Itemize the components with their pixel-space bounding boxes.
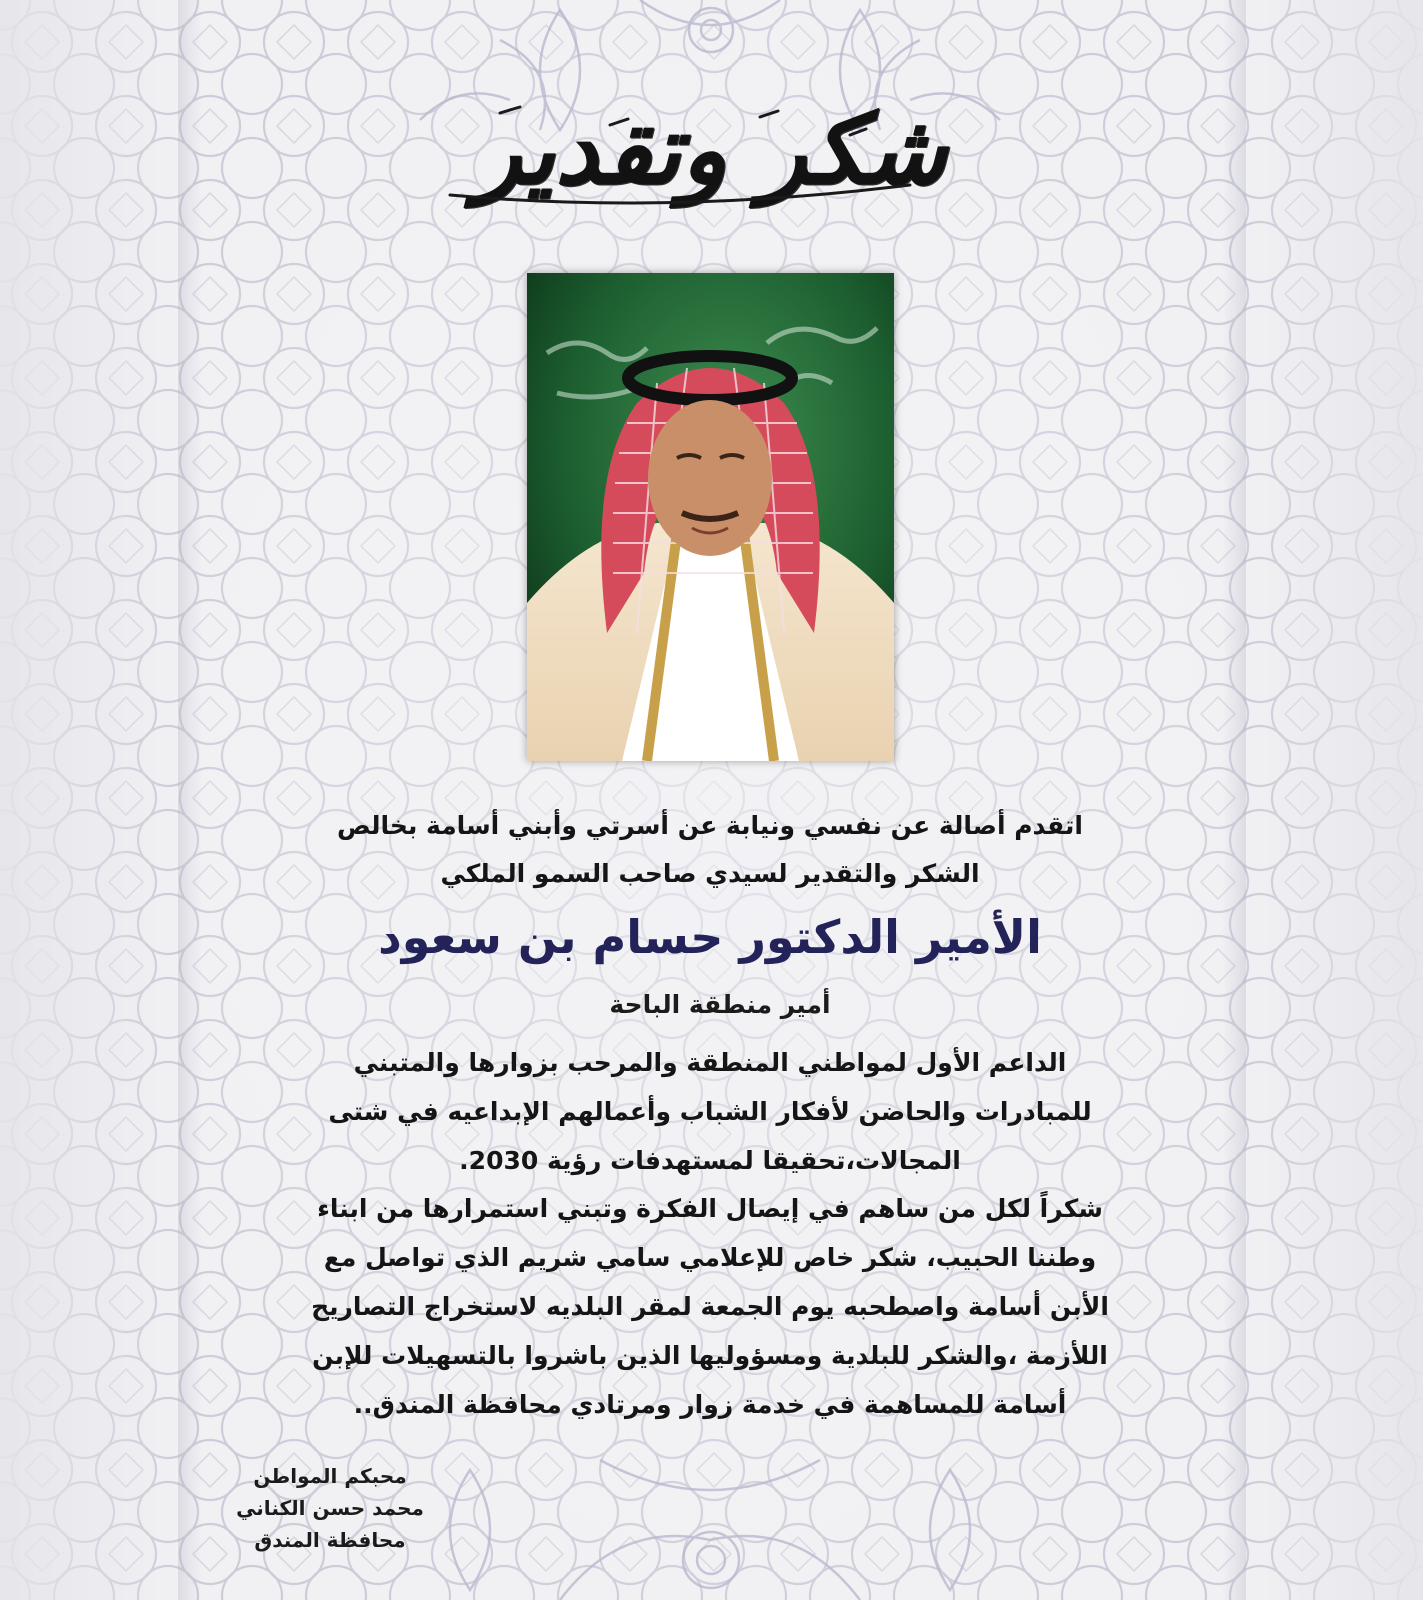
thanks-line: الأبن أسامة واصطحبه يوم الجمعة لمقر البلديه لاستخراج التصاريح <box>311 1292 1109 1321</box>
thanks-paragraph <box>270 1184 1150 1429</box>
praise-line: المجالات،تحقيقا لمستهدفات رؤية 2030. <box>459 1146 961 1175</box>
praise-line: للمبادرات والحاضن لأفكار الشباب وأعمالهم الإبداعيه في شتى <box>328 1097 1092 1126</box>
portrait-photo <box>527 273 894 761</box>
card-edge-right <box>1222 0 1246 1600</box>
signature-name: محمد حسن الكناني <box>236 1496 424 1520</box>
signature-block <box>210 1460 450 1556</box>
praise-paragraph <box>270 1038 1150 1185</box>
thanks-line: اللأزمة ،والشكر للبلدية ومسؤوليها الذين باشروا بالتسهيلات للإبن <box>312 1341 1108 1370</box>
thanks-line: أسامة للمساهمة في خدمة زوار ومرتادي محافظة المندق.. <box>353 1390 1067 1419</box>
card-edge-left <box>178 0 202 1600</box>
signature-greeting: محبكم المواطن <box>253 1464 407 1488</box>
honoree-name: الأمير الدكتور حسام بن سعود <box>378 910 1042 964</box>
honoree-role: أمير منطقة الباحة <box>609 990 831 1019</box>
thanks-line: وطننا الحبيب، شكر خاص للإعلامي سامي شريم الذي تواصل مع <box>323 1243 1097 1272</box>
portrait-illustration <box>527 273 894 761</box>
praise-line: الداعم الأول لمواطني المنطقة والمرحب بزوارها والمتبني <box>353 1048 1067 1077</box>
intro-paragraph <box>270 802 1150 898</box>
right-side-shade <box>1243 0 1423 1600</box>
thanks-line: شكراً لكل من ساهم في إيصال الفكرة وتبني استمرارها من ابناء <box>317 1194 1103 1223</box>
left-side-shade <box>0 0 180 1600</box>
intro-line: الشكر والتقدير لسيدي صاحب السمو الملكي <box>440 859 980 888</box>
signature-location: محافظة المندق <box>254 1528 406 1552</box>
page-title: شكر وتقدير <box>475 93 947 206</box>
intro-line: اتقدم أصالة عن نفسي ونيابة عن أسرتي وأبني أسامة بخالص <box>337 811 1083 840</box>
